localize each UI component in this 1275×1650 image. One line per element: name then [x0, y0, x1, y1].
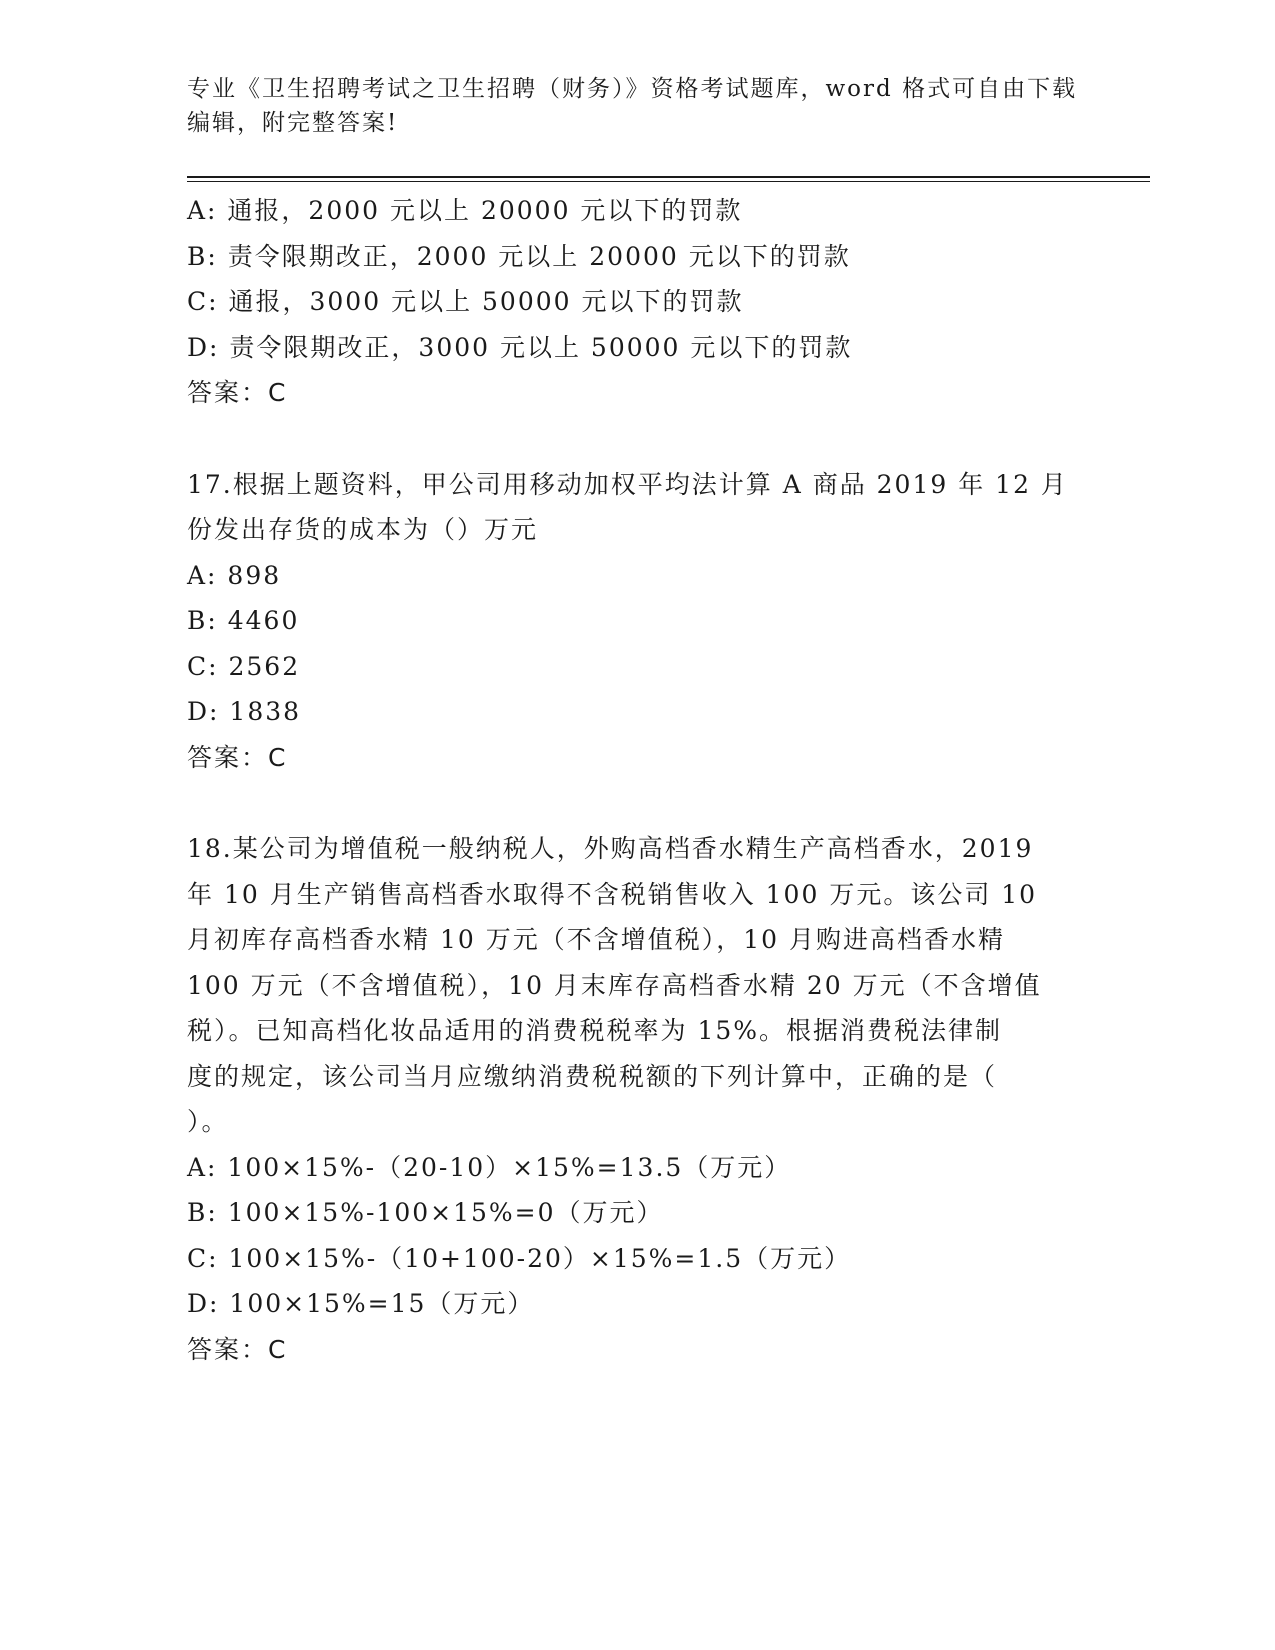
question-18 — [187, 826, 1087, 1372]
option-d: D: 1838 — [187, 697, 302, 726]
option-a: A: 898 — [187, 560, 282, 590]
question-text: 17.根据上题资料，甲公司用移动加权平均法计算 A 商品 2019 年 12 月 — [187, 469, 1068, 499]
question-16 — [187, 188, 1087, 416]
answer: 答案：C — [187, 742, 288, 772]
question-text: 18.某公司为增值税一般纳税人，外购高档香水精生产高档香水，2019 — [187, 834, 1034, 863]
question-text: 100 万元（不含增值税），10 月末库存高档香水精 20 万元（不含增值 — [187, 970, 1042, 1000]
option-a: A: 100×15%-（20-10）×15%=13.5（万元） — [187, 1152, 792, 1182]
answer: 答案：C — [187, 378, 288, 407]
question-text: ）。 — [187, 1107, 229, 1136]
option-c: C: 100×15%-（10+100-20）×15%=1.5（万元） — [187, 1243, 852, 1273]
question-content — [187, 188, 1087, 1372]
question-text: 年 10 月生产销售高档香水取得不含税销售收入 100 万元。该公司 10 — [187, 879, 1038, 909]
option-d: D: 责令限期改正，3000 元以上 50000 元以下的罚款 — [187, 332, 853, 362]
option-b: B: 100×15%-100×15%=0（万元） — [187, 1198, 664, 1227]
option-c: C: 通报，3000 元以上 50000 元以下的罚款 — [187, 287, 744, 316]
option-a: A: 通报，2000 元以上 20000 元以下的罚款 — [187, 196, 743, 225]
header-line-2: 编辑，附完整答案! — [187, 110, 399, 136]
question-text: 度的规定，该公司当月应缴纳消费税税额的下列计算中，正确的是（ — [187, 1061, 998, 1091]
page-header — [187, 72, 1087, 140]
option-b: B: 责令限期改正，2000 元以上 20000 元以下的罚款 — [187, 241, 851, 271]
option-d: D: 100×15%=15（万元） — [187, 1289, 535, 1318]
question-text: 税）。已知高档化妆品适用的消费税税率为 15%。根据消费税法律制 — [187, 1016, 1003, 1045]
question-17 — [187, 462, 1087, 781]
question-text: 月初库存高档香水精 10 万元（不含增值税），10 月购进高档香水精 — [187, 925, 1005, 954]
header-divider — [187, 176, 1150, 182]
header-line-1: 专业《卫生招聘考试之卫生招聘（财务）》资格考试题库，word 格式可自由下载 — [187, 76, 1078, 102]
option-b: B: 4460 — [187, 606, 300, 635]
answer: 答案：C — [187, 1334, 288, 1364]
question-text: 份发出存货的成本为（）万元 — [187, 515, 539, 544]
option-c: C: 2562 — [187, 651, 301, 681]
